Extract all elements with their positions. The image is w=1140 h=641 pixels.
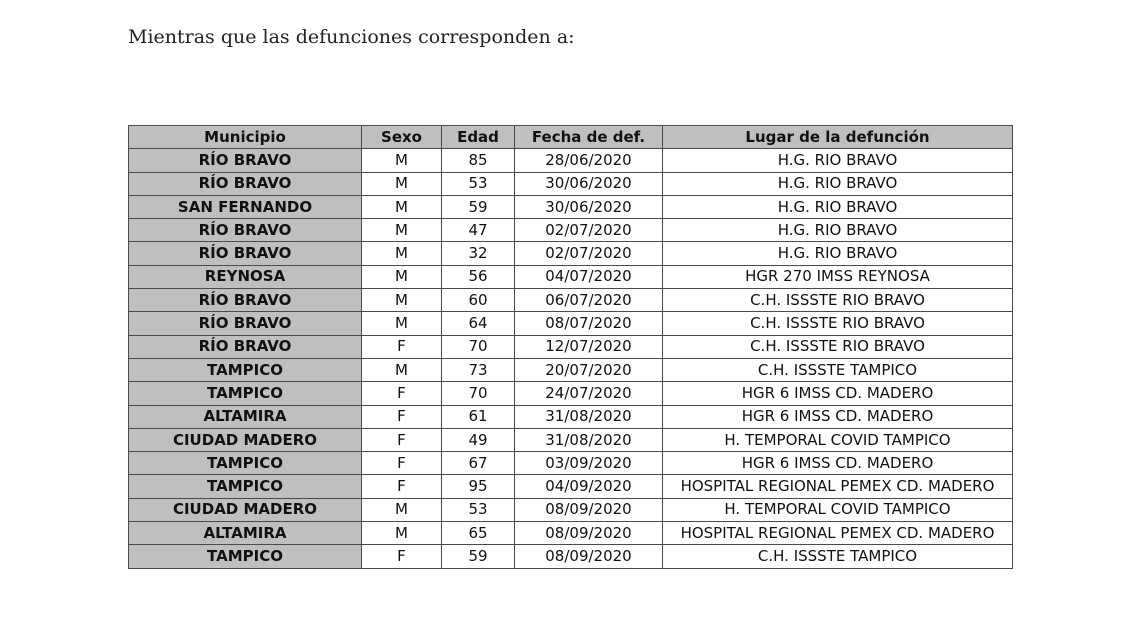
table-row: [129, 405, 1013, 428]
cell-lugar: C.H. ISSSTE TAMPICO: [663, 545, 1013, 568]
cell-edad: 85: [442, 149, 515, 172]
cell-fecha: 04/07/2020: [515, 265, 663, 288]
table-row: [129, 312, 1013, 335]
cell-edad: 95: [442, 475, 515, 498]
cell-lugar: H. TEMPORAL COVID TAMPICO: [663, 428, 1013, 451]
cell-edad: 60: [442, 289, 515, 312]
cell-edad: 65: [442, 522, 515, 545]
table-row: [129, 219, 1013, 242]
cell-sexo: M: [362, 522, 442, 545]
cell-edad: 70: [442, 335, 515, 358]
cell-sexo: F: [362, 452, 442, 475]
cell-municipio: TAMPICO: [129, 358, 362, 381]
cell-fecha: 02/07/2020: [515, 219, 663, 242]
cell-sexo: M: [362, 172, 442, 195]
cell-municipio: RÍO BRAVO: [129, 312, 362, 335]
cell-sexo: M: [362, 149, 442, 172]
cell-fecha: 31/08/2020: [515, 428, 663, 451]
cell-lugar: HGR 6 IMSS CD. MADERO: [663, 405, 1013, 428]
table-row: [129, 382, 1013, 405]
cell-edad: 61: [442, 405, 515, 428]
cell-edad: 73: [442, 358, 515, 381]
header-municipio: Municipio: [129, 126, 362, 149]
cell-lugar: HOSPITAL REGIONAL PEMEX CD. MADERO: [663, 475, 1013, 498]
cell-edad: 67: [442, 452, 515, 475]
table-row: [129, 289, 1013, 312]
cell-municipio: RÍO BRAVO: [129, 289, 362, 312]
cell-sexo: F: [362, 405, 442, 428]
table-row: [129, 428, 1013, 451]
cell-fecha: 30/06/2020: [515, 172, 663, 195]
cell-municipio: RÍO BRAVO: [129, 172, 362, 195]
table-row: [129, 265, 1013, 288]
cell-fecha: 08/09/2020: [515, 522, 663, 545]
cell-municipio: RÍO BRAVO: [129, 242, 362, 265]
deaths-table: [128, 125, 1013, 569]
cell-edad: 64: [442, 312, 515, 335]
cell-municipio: ALTAMIRA: [129, 522, 362, 545]
header-fecha: Fecha de def.: [515, 126, 663, 149]
cell-edad: 59: [442, 195, 515, 218]
cell-lugar: HGR 6 IMSS CD. MADERO: [663, 452, 1013, 475]
cell-sexo: F: [362, 475, 442, 498]
cell-fecha: 12/07/2020: [515, 335, 663, 358]
cell-fecha: 04/09/2020: [515, 475, 663, 498]
cell-fecha: 08/09/2020: [515, 545, 663, 568]
cell-sexo: F: [362, 428, 442, 451]
cell-edad: 47: [442, 219, 515, 242]
cell-municipio: RÍO BRAVO: [129, 335, 362, 358]
table-row: [129, 195, 1013, 218]
cell-sexo: M: [362, 219, 442, 242]
cell-fecha: 02/07/2020: [515, 242, 663, 265]
cell-fecha: 08/07/2020: [515, 312, 663, 335]
cell-sexo: F: [362, 545, 442, 568]
table-row: [129, 498, 1013, 521]
cell-lugar: C.H. ISSSTE RIO BRAVO: [663, 335, 1013, 358]
table-row: [129, 172, 1013, 195]
table-row: [129, 149, 1013, 172]
cell-lugar: H.G. RIO BRAVO: [663, 149, 1013, 172]
cell-sexo: M: [362, 289, 442, 312]
header-edad: Edad: [442, 126, 515, 149]
cell-sexo: F: [362, 335, 442, 358]
cell-municipio: ALTAMIRA: [129, 405, 362, 428]
cell-edad: 53: [442, 498, 515, 521]
header-sexo: Sexo: [362, 126, 442, 149]
cell-municipio: TAMPICO: [129, 475, 362, 498]
cell-municipio: REYNOSA: [129, 265, 362, 288]
cell-sexo: M: [362, 498, 442, 521]
cell-sexo: M: [362, 242, 442, 265]
cell-fecha: 24/07/2020: [515, 382, 663, 405]
table-row: [129, 522, 1013, 545]
cell-fecha: 03/09/2020: [515, 452, 663, 475]
table-row: [129, 545, 1013, 568]
cell-sexo: F: [362, 382, 442, 405]
cell-fecha: 06/07/2020: [515, 289, 663, 312]
cell-municipio: SAN FERNANDO: [129, 195, 362, 218]
cell-edad: 32: [442, 242, 515, 265]
cell-edad: 53: [442, 172, 515, 195]
cell-municipio: TAMPICO: [129, 545, 362, 568]
cell-municipio: RÍO BRAVO: [129, 219, 362, 242]
cell-fecha: 28/06/2020: [515, 149, 663, 172]
cell-edad: 59: [442, 545, 515, 568]
cell-sexo: M: [362, 195, 442, 218]
cell-sexo: M: [362, 265, 442, 288]
table-header: [129, 126, 1013, 149]
cell-lugar: C.H. ISSSTE RIO BRAVO: [663, 289, 1013, 312]
table-row: [129, 242, 1013, 265]
cell-municipio: RÍO BRAVO: [129, 149, 362, 172]
cell-lugar: HGR 6 IMSS CD. MADERO: [663, 382, 1013, 405]
cell-fecha: 30/06/2020: [515, 195, 663, 218]
cell-fecha: 20/07/2020: [515, 358, 663, 381]
cell-lugar: HGR 270 IMSS REYNOSA: [663, 265, 1013, 288]
cell-lugar: H.G. RIO BRAVO: [663, 242, 1013, 265]
header-row: [129, 126, 1013, 149]
cell-edad: 56: [442, 265, 515, 288]
cell-lugar: HOSPITAL REGIONAL PEMEX CD. MADERO: [663, 522, 1013, 545]
cell-fecha: 31/08/2020: [515, 405, 663, 428]
table-row: [129, 358, 1013, 381]
cell-municipio: TAMPICO: [129, 452, 362, 475]
cell-municipio: TAMPICO: [129, 382, 362, 405]
intro-text: Mientras que las defunciones corresponden a:: [128, 26, 575, 48]
cell-lugar: H.G. RIO BRAVO: [663, 195, 1013, 218]
table-row: [129, 335, 1013, 358]
cell-sexo: M: [362, 358, 442, 381]
table-row: [129, 475, 1013, 498]
cell-lugar: H.G. RIO BRAVO: [663, 219, 1013, 242]
cell-lugar: H. TEMPORAL COVID TAMPICO: [663, 498, 1013, 521]
cell-sexo: M: [362, 312, 442, 335]
table-body: [129, 149, 1013, 568]
cell-lugar: C.H. ISSSTE TAMPICO: [663, 358, 1013, 381]
cell-lugar: C.H. ISSSTE RIO BRAVO: [663, 312, 1013, 335]
cell-edad: 49: [442, 428, 515, 451]
cell-fecha: 08/09/2020: [515, 498, 663, 521]
cell-municipio: CIUDAD MADERO: [129, 498, 362, 521]
cell-edad: 70: [442, 382, 515, 405]
header-lugar: Lugar de la defunción: [663, 126, 1013, 149]
cell-municipio: CIUDAD MADERO: [129, 428, 362, 451]
cell-lugar: H.G. RIO BRAVO: [663, 172, 1013, 195]
table-row: [129, 452, 1013, 475]
